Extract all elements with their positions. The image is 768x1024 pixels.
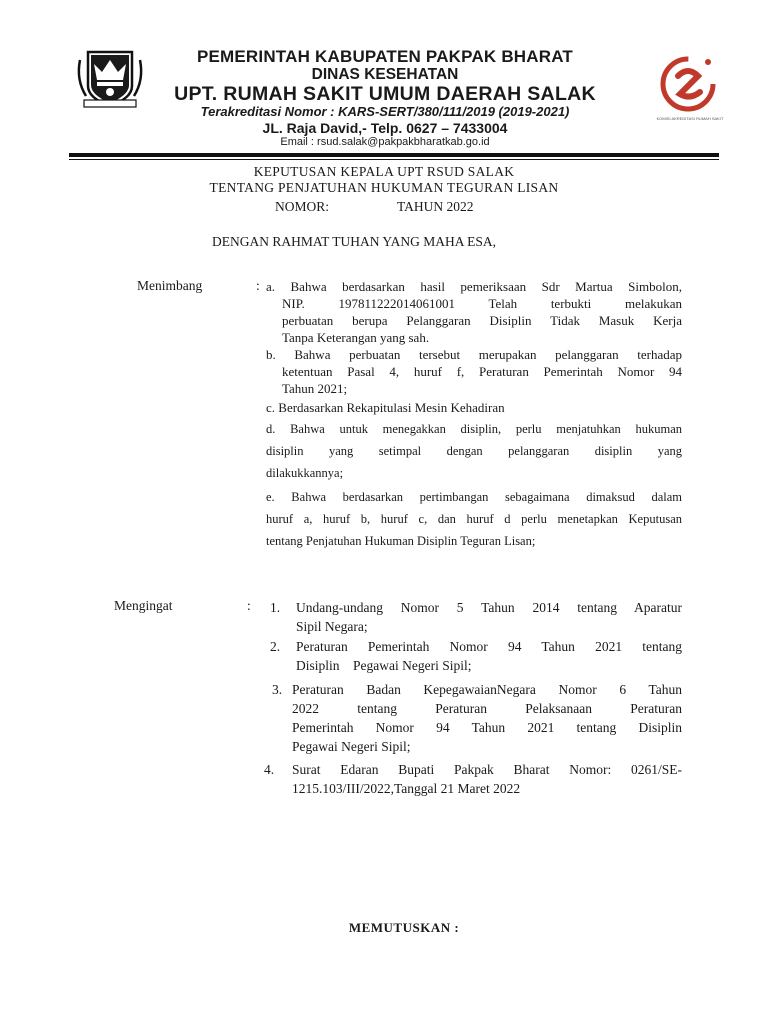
menimbang-e-line2: huruf a, huruf b, huruf c, dan huruf d perlu menetapkan Keputusan: [266, 512, 682, 526]
mengingat-item-1-line1: Undang-undang Nomor 5 Tahun 2014 tentang Aparatur: [296, 600, 682, 615]
decree-number-label: NOMOR:: [275, 199, 330, 214]
letterhead-government: PEMERINTAH KABUPATEN PAKPAK BHARAT: [196, 47, 574, 66]
menimbang-d-line3: dilakukkannya;: [266, 466, 344, 480]
kars-logo-caption: KOMISI AKREDITASI RUMAH SAKIT: [656, 116, 724, 121]
menimbang-d-line1: d. Bahwa untuk menegakkan disiplin, perlu menjatuhkan hukuman: [266, 422, 682, 436]
mengingat-item-2-line1: Peraturan Pemerintah Nomor 94 Tahun 2021 tentang: [296, 639, 682, 654]
mengingat-item-4-number: 4.: [264, 762, 275, 777]
letterhead-email: Email : rsud.salak@pakpakbharatkab.go.id: [280, 136, 490, 148]
decree-subtitle: TENTANG PENJATUHAN HUKUMAN TEGURAN LISAN: [209, 180, 559, 195]
menimbang-a-line4: Tanpa Keterangan yang sah.: [282, 330, 430, 345]
menimbang-d-line2: disiplin yang setimpal dengan pelanggaran disiplin yang: [266, 444, 682, 458]
menimbang-c: c. Berdasarkan Rekapitulasi Mesin Kehadiran: [266, 400, 505, 415]
mengingat-item-4-line2: 1215.103/III/2022,Tanggal 21 Maret 2022: [292, 781, 521, 796]
mengingat-item-2-number: 2.: [270, 639, 281, 654]
letterhead-hospital-name: UPT. RUMAH SAKIT UMUM DAERAH SALAK: [174, 83, 596, 105]
mengingat-item-3-line2: 2022 tentang Peraturan Pelaksanaan Peraturan: [292, 701, 682, 716]
menimbang-a-line1: a. Bahwa berdasarkan hasil pemeriksaan Sdr Martua Simbolon,: [266, 279, 682, 294]
letterhead-accreditation: Terakreditasi Nomor : KARS-SERT/380/111/2019 (2019-2021): [200, 104, 570, 119]
mengingat-item-3-number: 3.: [272, 682, 283, 697]
decree-greeting: DENGAN RAHMAT TUHAN YANG MAHA ESA,: [212, 234, 497, 249]
mengingat-item-1-number: 1.: [270, 600, 281, 615]
mengingat-item-3-line4: Pegawai Negeri Sipil;: [292, 739, 411, 754]
kars-accreditation-logo-icon: [650, 50, 730, 116]
menimbang-b-line2: ketentuan Pasal 4, huruf f, Peraturan Pemerintah Nomor 94: [282, 364, 682, 379]
mengingat-label: Mengingat: [114, 598, 173, 613]
menimbang-e-line1: e. Bahwa berdasarkan pertimbangan sebagaimana dimaksud dalam: [266, 490, 682, 504]
menimbang-a-line2: NIP. 197811222014061001 Telah terbukti melakukan: [282, 296, 682, 311]
menimbang-a-line3: perbuatan berupa Pelanggaran Disiplin Tidak Masuk Kerja: [282, 313, 682, 328]
mengingat-item-4-line1: Surat Edaran Bupati Pakpak Bharat Nomor: 0261/SE-: [292, 762, 682, 777]
menimbang-e-line3: tentang Penjatuhan Hukuman Disiplin Teguran Lisan;: [266, 534, 536, 548]
decision-heading: MEMUTUSKAN :: [348, 920, 460, 935]
mengingat-item-1-line2: Sipil Negara;: [296, 619, 368, 634]
letterhead-divider-thin: [69, 159, 719, 160]
decree-year: TAHUN 2022: [397, 199, 474, 214]
menimbang-b-line3: Tahun 2021;: [282, 381, 348, 396]
menimbang-b-line1: b. Bahwa perbuatan tersebut merupakan pelanggaran terhadap: [266, 347, 682, 362]
decree-title: KEPUTUSAN KEPALA UPT RSUD SALAK: [253, 164, 515, 179]
mengingat-colon: :: [247, 598, 251, 613]
menimbang-colon: :: [256, 278, 260, 293]
letterhead-divider-thick: [69, 153, 719, 157]
letterhead-department: DINAS KESEHATAN: [311, 66, 459, 83]
pakpak-bharat-regency-emblem-icon: [74, 46, 146, 110]
mengingat-item-3-line3: Pemerintah Nomor 94 Tahun 2021 tentang Disiplin: [292, 720, 682, 735]
mengingat-item-3-line1: Peraturan Badan KepegawaianNegara Nomor 6 Tahun: [292, 682, 682, 697]
letterhead-address: JL. Raja David,- Telp. 0627 – 7433004: [262, 120, 508, 136]
menimbang-label: Menimbang: [137, 278, 203, 293]
mengingat-item-2-line2: Disiplin Pegawai Negeri Sipil;: [296, 658, 472, 673]
